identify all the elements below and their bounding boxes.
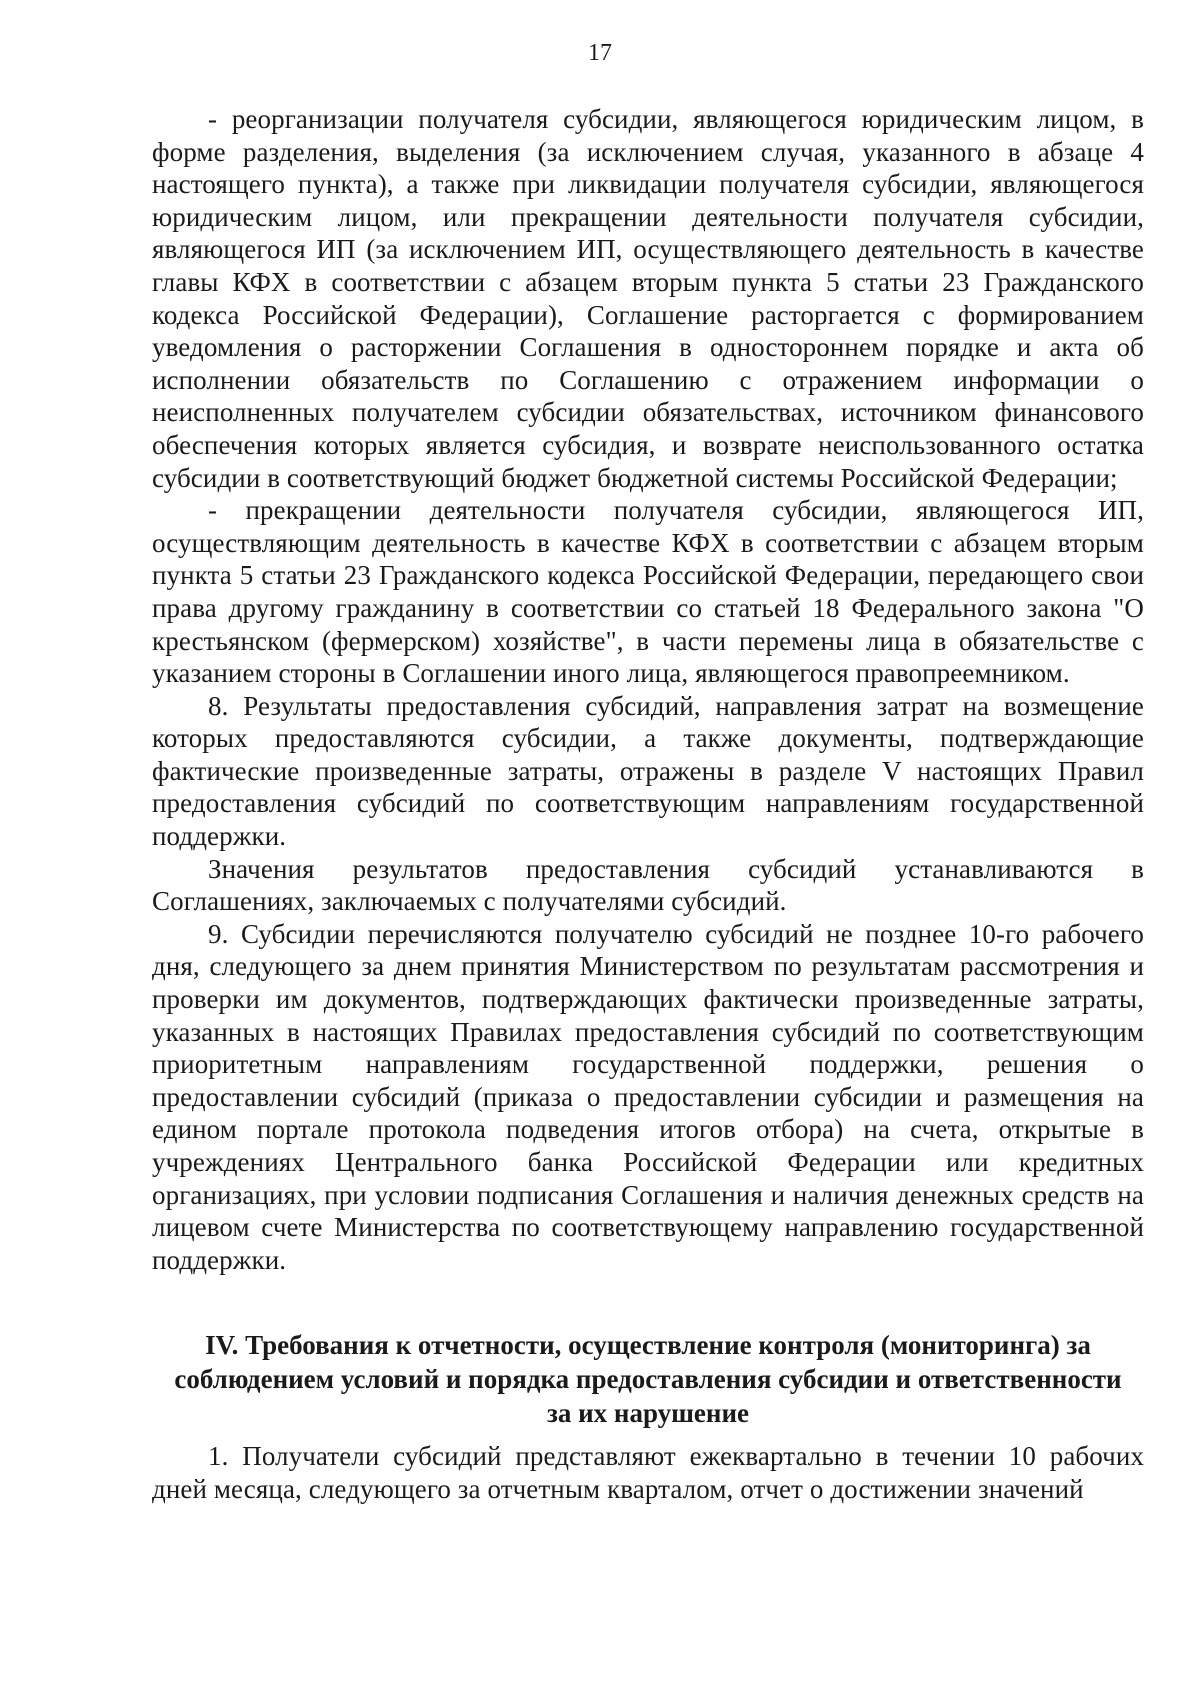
document-body — [152, 103, 1144, 1506]
paragraph-reporting-1: 1. Получатели субсидий представляют ежеквартально в течении 10 рабочих дней месяца, следующего за отчетным кварталом, отчет о достижении значений — [152, 1441, 1144, 1504]
section-heading-line-3: за их нарушение — [547, 1398, 749, 1429]
section-heading-iv — [152, 1328, 1144, 1430]
paragraph-result-values: Значения результатов предоставления субсидий устанавливаются в Соглашениях, заключаемых с получателями субсидий. — [152, 853, 1144, 917]
paragraph-item-8: 8. Результаты предоставления субсидий, направления затрат на возмещение которых предоставляются субсидии, а также документы, подтверждающие фактические произведенные затраты, отражены в разделе V настоящих Правил предоставления субсидий по соответствующим направлениям государственной поддержки. — [152, 690, 1144, 852]
section-heading-line-2: соблюдением условий и порядка предоставления субсидии и ответственности — [174, 1364, 1122, 1395]
page-number: 17 — [588, 40, 612, 66]
paragraph-termination-ip: - прекращении деятельности получателя субсидии, являющегося ИП, осуществляющим деятельность в качестве КФХ в соответствии с абзацем вторым пункта 5 статьи 23 Гражданского кодекса Российской Федерации, передающего свои права другому гражданину в соответствии со статьей 18 Федерального закона "О крестьянском (фермерском) хозяйстве", в части перемены лица в обязательстве с указанием стороны в Соглашении иного лица, являющегося правопреемником. — [152, 495, 1144, 689]
section-heading-line-1: IV. Требования к отчетности, осуществление контроля (мониторинга) за — [205, 1330, 1091, 1361]
paragraph-item-9: 9. Субсидии перечисляются получателю субсидий не позднее 10-го рабочего дня, следующего за днем принятия Министерством по результатам рассмотрения и проверки им документов, подтверждающих фактически произведенные затраты, указанных в настоящих Правилах предоставления субсидий по соответствующим приоритетным направлениям государственной поддержки, решения о предоставлении субсидий (приказа о предоставлении субсидии и размещения на едином портале протокола подведения итогов отбора) на счета, открытые в учреждениях Центрального банка Российской Федерации или кредитных организациях, при условии подписания Соглашения и наличия денежных средств на лицевом счете Министерства по соответствующему направлению государственной поддержки. — [152, 918, 1144, 1275]
paragraph-reorganization: - реорганизации получателя субсидии, являющегося юридическим лицом, в форме разделения, выделения (за исключением случая, указанного в абзаце 4 настоящего пункта), а также при ликвидации получателя субсидии, являющегося юридическим лицом, или прекращении деятельности получателя субсидии, являющегося ИП (за исключением ИП, осуществляющего деятельность в качестве главы КФХ в соответствии с абзацем вторым пункта 5 статьи 23 Гражданского кодекса Российской Федерации), Соглашение расторгается с формированием уведомления о расторжении Соглашения в одностороннем порядке и акта об исполнении обязательств по Соглашению с отражением информации о неисполненных получателем субсидии обязательствах, источником финансового обеспечения которых является субсидия, и возврате неиспользованного остатка субсидии в соответствующий бюджет бюджетной системы Российской Федерации; — [152, 104, 1144, 493]
